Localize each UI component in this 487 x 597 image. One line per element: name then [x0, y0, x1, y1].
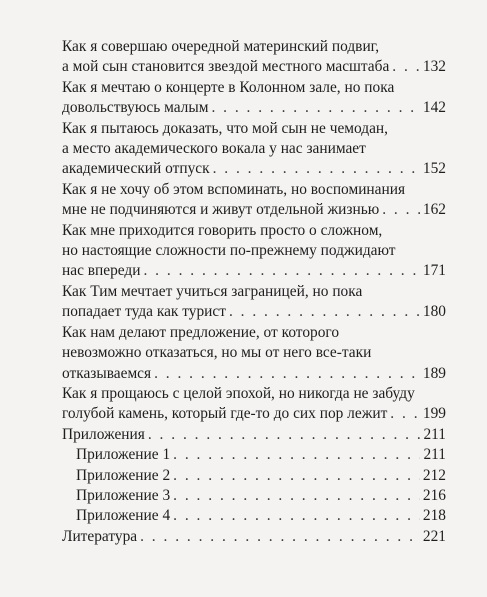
toc-entry [62, 445, 446, 465]
toc-entry-text-line: Как нам делают предложение, от которого [62, 323, 340, 341]
toc-entry [62, 323, 446, 384]
toc-page-number: 212 [422, 466, 446, 484]
toc-page-number: 142 [422, 99, 446, 117]
toc-entry-text-line: довольствуюсь малым [62, 99, 209, 117]
toc-entry-last-line [62, 57, 446, 77]
toc-entry-text-line: академический отпуск [62, 160, 210, 178]
toc-page-number: 218 [422, 507, 446, 525]
toc-entry-text-line: попадает туда как турист [62, 303, 226, 321]
toc-entry [62, 221, 446, 282]
toc-entry-text-line: Как я пытаюсь доказать, что мой сын не чемодан, [62, 119, 389, 137]
dot-leader [229, 302, 420, 322]
toc-entry-text-line: но настоящие сложности по-прежнему поджидают [62, 242, 396, 260]
toc-entry-last-line [62, 404, 446, 424]
toc-entry [62, 466, 446, 486]
dot-leader [173, 506, 420, 526]
toc-page-number: 152 [422, 160, 446, 178]
toc-entry-text-line: Приложение 4 [76, 507, 171, 525]
toc-entry [62, 37, 446, 78]
toc-entry-text-line: Литература [62, 527, 138, 545]
toc-entry-text-line: а место академического вокала у нас занимает [62, 140, 366, 158]
toc-page-number: 211 [423, 425, 446, 443]
dot-leader [390, 404, 420, 424]
toc-entry [62, 119, 446, 180]
toc-entry [62, 384, 446, 425]
dot-leader [148, 425, 421, 445]
toc-entry [62, 486, 446, 506]
toc-entry-last-line [62, 425, 446, 445]
toc-entry-text-line: нас впереди [62, 262, 141, 280]
toc-page-number: 199 [422, 405, 446, 423]
toc-entry-text-line: Приложение 3 [76, 486, 171, 504]
toc-entry [62, 282, 446, 323]
toc-entry [62, 527, 446, 547]
toc-entry [62, 180, 446, 221]
toc-page-number: 162 [422, 201, 446, 219]
toc-entry-text-line: а мой сын становится звездой местного масштаба [62, 58, 390, 76]
toc-entry-text-line: невозможно отказаться, но мы от него все-таки [62, 344, 372, 362]
toc-entry [62, 425, 446, 445]
dot-leader [382, 200, 420, 220]
toc-entry-text-line: Приложение 2 [76, 466, 171, 484]
toc-page-number: 180 [422, 303, 446, 321]
toc-entry-text-line: Как я совершаю очередной материнский подвиг, [62, 38, 380, 55]
toc-page-number: 132 [422, 58, 446, 76]
toc-entry [62, 506, 446, 526]
toc-entry-last-line [62, 302, 446, 322]
toc-entry-last-line [62, 486, 446, 506]
toc-entry-text-line: Как я мечтаю о концерте в Колонном зале, но пока [62, 78, 395, 96]
toc-entry-text-line: Как я не хочу об этом вспоминать, но воспоминания [62, 180, 406, 198]
toc-entry-last-line [62, 200, 446, 220]
dot-leader [173, 445, 420, 465]
toc-page-number: 211 [423, 446, 446, 464]
toc-entry-last-line [62, 98, 446, 118]
dot-leader [173, 466, 420, 486]
toc-entry-last-line [62, 527, 446, 547]
dot-leader [211, 98, 419, 118]
dot-leader [154, 364, 420, 384]
toc-entry-last-line [62, 445, 446, 465]
toc-page-number: 189 [422, 364, 446, 382]
toc-entry-text-line: Как я прощаюсь с целой эпохой, но никогда не забуду [62, 384, 415, 402]
toc-entry-last-line [62, 261, 446, 281]
toc-page-number: 221 [422, 527, 446, 545]
dot-leader [140, 527, 420, 547]
toc-entry-text-line: Приложения [62, 425, 145, 443]
dot-leader [173, 486, 420, 506]
toc-entry [62, 78, 446, 119]
toc-page-number: 171 [422, 262, 446, 280]
toc-entry-text-line: отказываемся [62, 364, 152, 382]
dot-leader [143, 261, 419, 281]
table-of-contents [62, 37, 446, 547]
toc-entry-text-line: Приложение 1 [76, 446, 171, 464]
dot-leader [392, 57, 420, 77]
toc-entry-text-line: Как мне приходится говорить просто о сложном, [62, 221, 383, 239]
toc-entry-text-line: голубой камень, который где-то до сих пор лежит [62, 405, 388, 423]
toc-entry-last-line [62, 159, 446, 179]
toc-entry-text-line: мне не подчиняются и живут отдельной жизнью [62, 201, 380, 219]
toc-entry-last-line [62, 506, 446, 526]
toc-page-number: 216 [422, 486, 446, 504]
dot-leader [213, 159, 420, 179]
toc-entry-last-line [62, 466, 446, 486]
toc-entry-last-line [62, 364, 446, 384]
toc-entry-text-line: Как Тим мечтает учиться заграницей, но пока [62, 282, 363, 300]
